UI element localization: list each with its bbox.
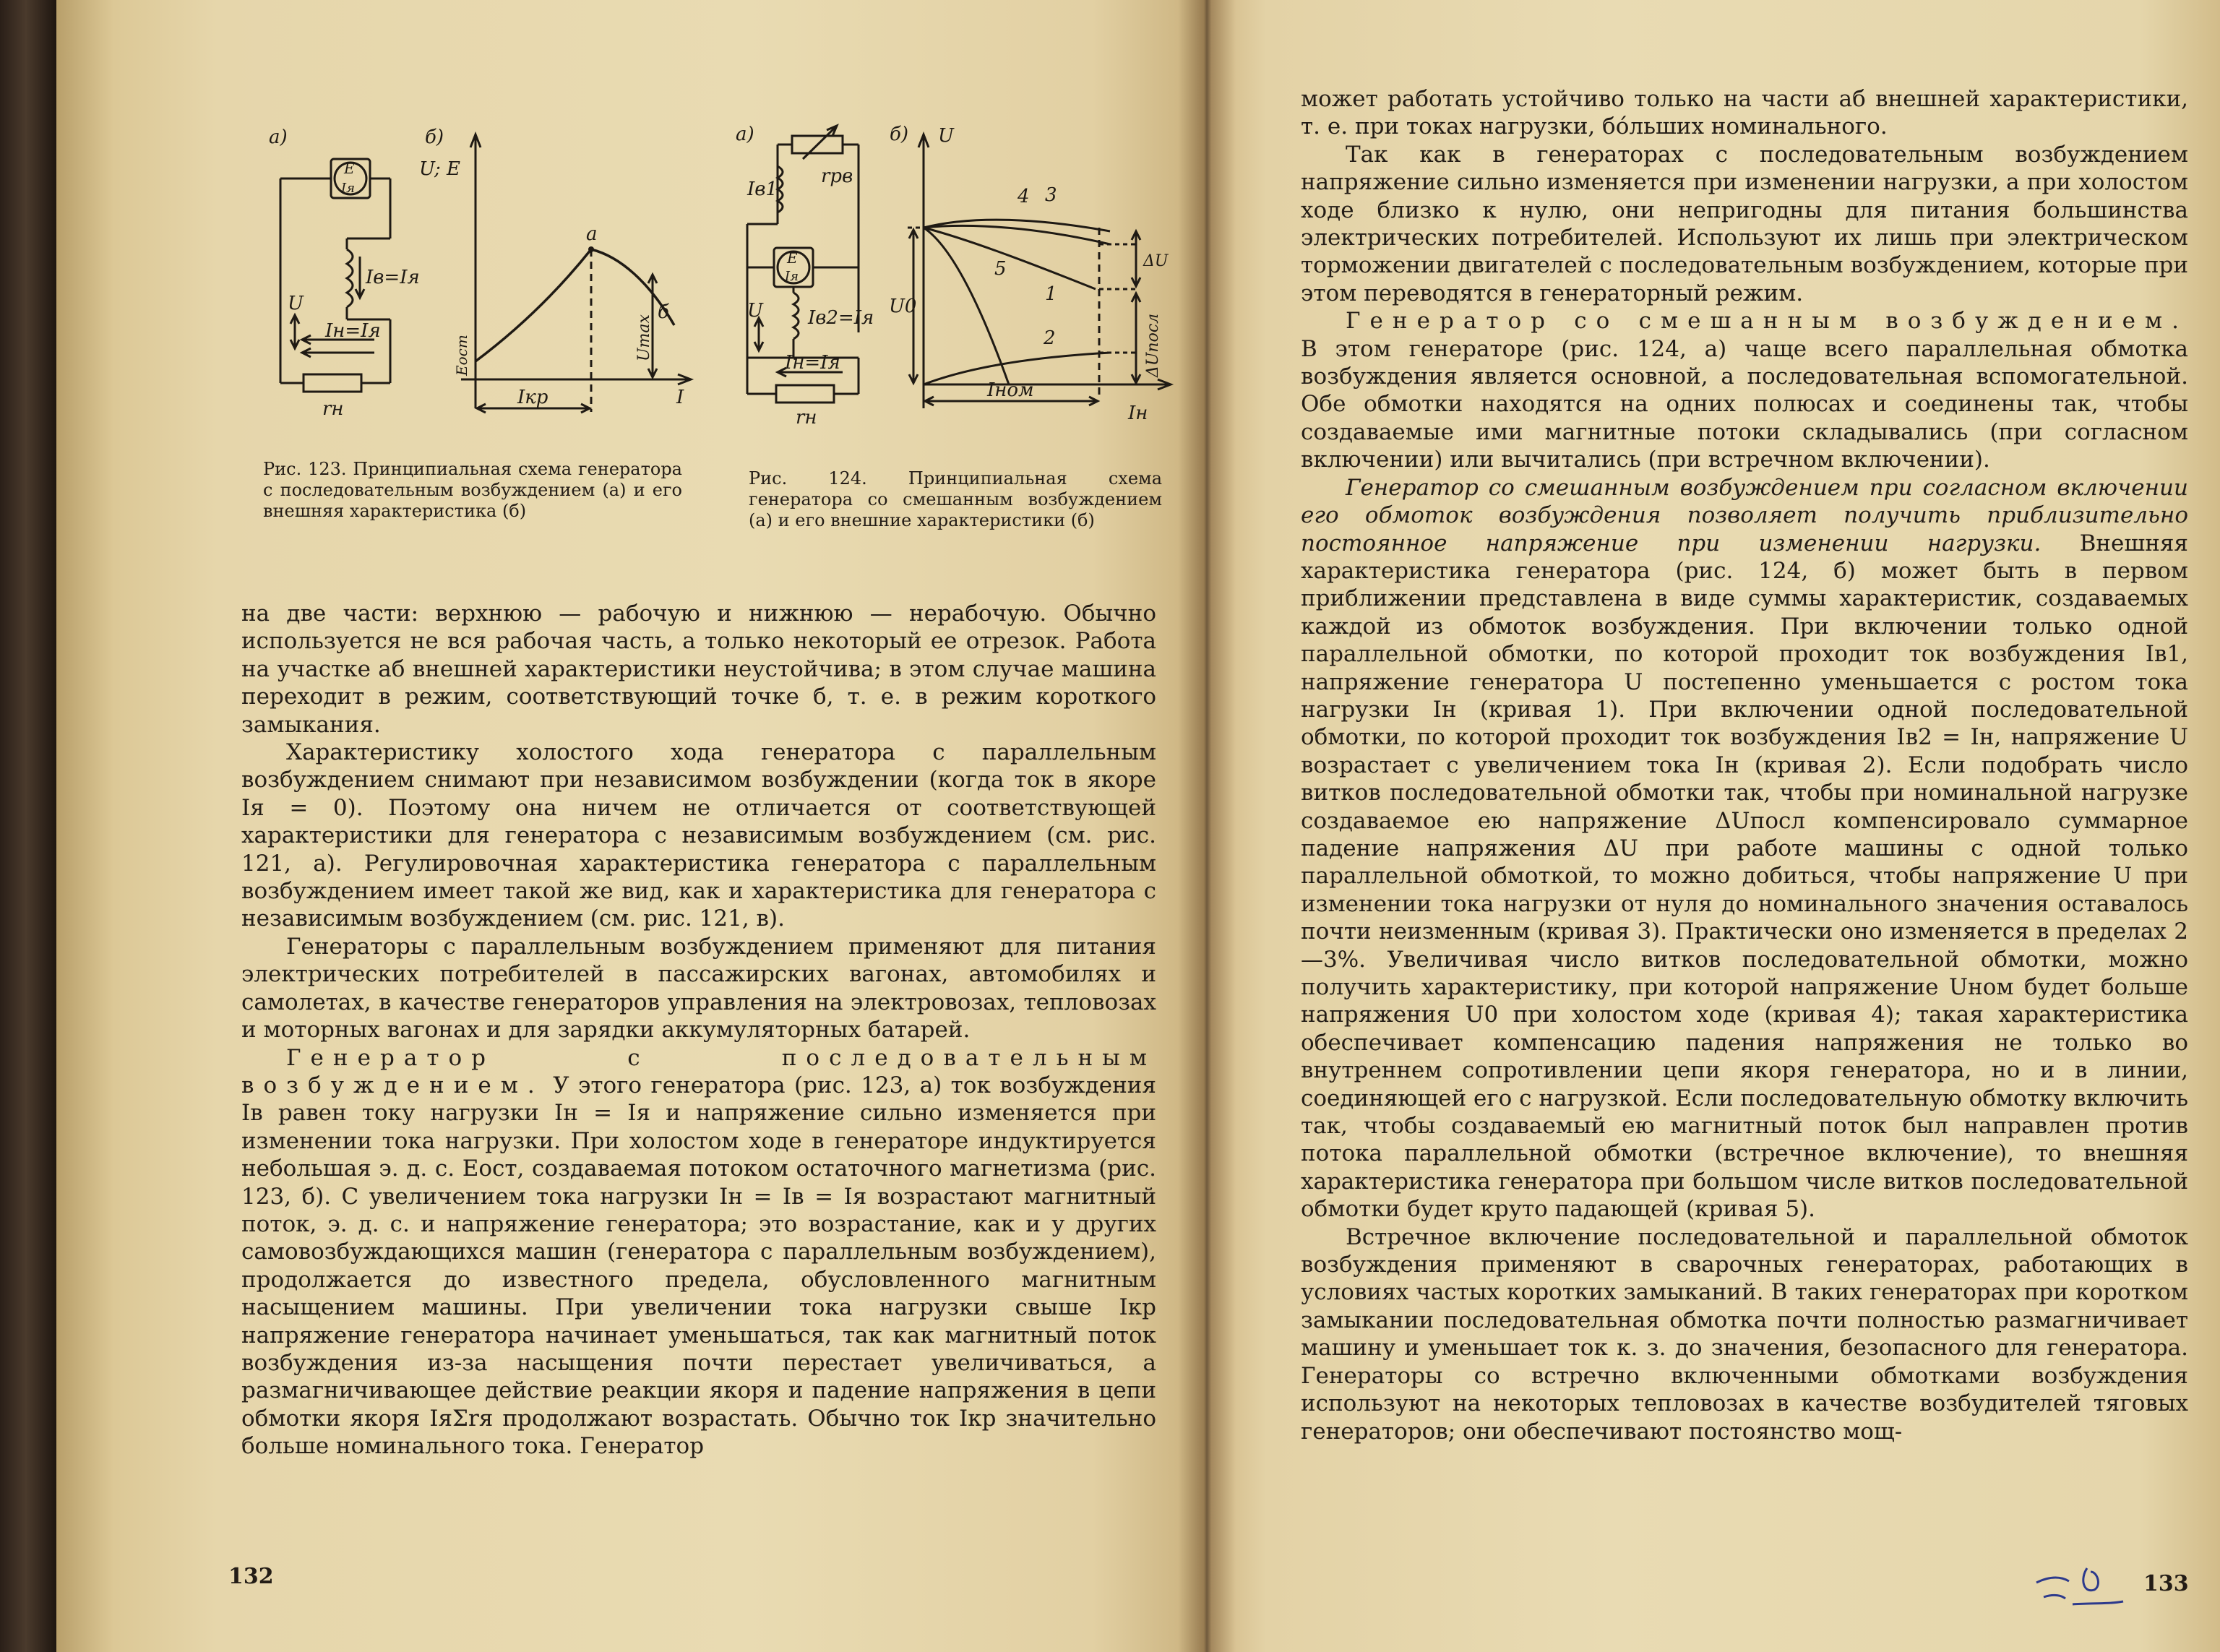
fig124-series-winding — [793, 293, 799, 339]
fig123-axis-x-label: I — [676, 387, 684, 408]
figure-123-caption — [263, 459, 682, 522]
right-paragraph-2: Так как в генераторах с последовательным возбуждением напряжение сильно изменяется при изменении нагрузки, а при холостом ходе близко к нулю, они непригодны для питания большинства электрических потребителей. Используют их лишь при электрическом торможении двигателей с последовательным возбуждением, которые при этом переводятся в генераторный режим. — [1301, 141, 2188, 306]
compound-generator-text: В этом генераторе (рис. 124, а) чаще всего параллельная обмотка возбуждения является основной, а последовательная вспомогательной. Обе обмотки находятся на одних полюсах и соединены так, чтобы создаваемые ими магнитные потоки складывались (при согласном включении) или вычитались (при встречном включении). — [1301, 335, 2188, 473]
fig124-label-e: E — [787, 249, 798, 267]
fig124-label-curve-2: 2 — [1044, 327, 1056, 349]
fig124-label-a: а) — [736, 124, 754, 145]
fig124-label-curve-5: 5 — [994, 258, 1007, 280]
series-generator-text: У этого генератора (рис. 123, а) ток возбуждения Iв равен току нагрузки Iн = Iя и напряжение сильно изменяется при изменении тока нагрузки. При холостом ходе в генераторе индуктируется небольшая э. д. с. Eост, создаваемая потоком остаточного магнетизма (рис. 123, б). С увеличением тока нагрузки Iн = Iв = Iя возрастают магнитный поток, э. д. с. и напряжение генератора; это возрастание, как и у других самовозбуждающихся машин (генератора с параллельным возбуждением), продолжается до известного предела, обусловленного магнитным насыщением машины. При увеличении тока нагрузки свыше Iкр напряжение генератора начинает уменьшаться, так как магнитный поток возбуждения из-за насыщения почти перестает увеличиваться, а размагничивающее действие реакции якоря и падение напряжения в цепи обмотки якоря IяΣrя продолжают возрастать. Обычно ток Iкр значительно больше номинального тока. Генератор — [241, 1072, 1156, 1460]
figure-123 — [266, 123, 700, 430]
fig123-axis-y-label: U; E — [419, 158, 460, 180]
fig124-label-inom: Iном — [987, 379, 1034, 401]
series-generator-heading: Генератор с последовательным возбуждением. — [241, 1044, 1156, 1098]
fig124-label-in: Iн=Iя — [785, 352, 840, 374]
fig124-label-curve-1: 1 — [1045, 283, 1057, 305]
left-paragraph-2: Характеристику холостого хода генератора с параллельным возбуждением снимают при независимом возбуждении (когда ток в якоре Iя = 0). Поэтому она ничем не отличается от соответствующей характеристики для генератора с независимым возбуждением (см. рис. 121, а). Регулировочная характеристика генератора с параллельным возбуждением имеет такой же вид, как и характеристика для генератора с независимым возбуждением (см. рис. 121, в). — [241, 739, 1156, 932]
fig124-label-duposl: ΔUпосл — [1144, 313, 1162, 377]
left-paragraph-1: на две части: верхнюю — рабочую и нижнюю — нерабочую. Обычно используется не вся рабочая часть, а только некоторый ее отрезок. Работа на участке аб внешней характеристики неустойчива; в этом случае машина переходит в режим, соответствующий точке б, т. е. в режим короткого замыкания. — [241, 601, 1156, 738]
compound-generator-heading: Генератор со смешанным возбуждением. — [1346, 308, 2188, 335]
fig124-label-b: б) — [890, 124, 909, 145]
right-paragraph-1: может работать устойчиво только на части аб внешней характеристики, т. е. при токах нагрузки, бóльших номинального. — [1301, 86, 2188, 140]
fig123-label-in: Iн=Iя — [325, 320, 381, 342]
fig123-label-point-a: a — [586, 223, 598, 245]
figure-124 — [734, 123, 1179, 430]
fig123-label-ia: Iя — [341, 181, 356, 196]
fig124-label-u0: U0 — [889, 296, 917, 317]
left-page — [56, 0, 1207, 1652]
page-number-right: 133 — [2143, 1571, 2189, 1596]
book-cover-edge — [0, 0, 58, 1652]
right-paragraph-3 — [1301, 307, 2188, 473]
fig124-label-ia: Iя — [785, 269, 799, 284]
fig123-label-b: б) — [425, 126, 444, 148]
fig124-label-ib1: Iв1 — [747, 178, 778, 200]
fig123-point-a-dot — [588, 246, 594, 252]
figure-124-caption — [749, 468, 1162, 531]
fig124-label-curve-4: 4 — [1018, 186, 1030, 207]
right-page-body — [1301, 85, 2188, 1445]
fig123-label-a: а) — [269, 126, 288, 148]
fig124-label-curve-3: 3 — [1045, 184, 1057, 206]
fig123-label-ikr: Iкр — [517, 387, 548, 408]
left-paragraph-4 — [241, 1044, 1156, 1460]
compound-generator-italic-statement: Генератор со смешанным возбуждением при согласном включении его обмоток возбуждения позволяет получить приблизительно постоянное напряжение при изменении нагрузки. — [1301, 474, 2188, 556]
caption-124-text: Рис. 124. Принципиальная схема генератора со смешанным возбуждением (а) и его внешние характеристики (б) — [749, 468, 1162, 530]
fig124-axis-x-label: Iн — [1128, 403, 1148, 424]
caption-123-text: Рис. 123. Принципиальная схема генератора с последовательным возбуждением (а) и его внешняя характеристика (б) — [263, 459, 682, 521]
fig124-axis-y-label: U — [938, 125, 954, 147]
fig124-label-ib2: Iв2=Iя — [808, 307, 874, 329]
fig124-label-u: U — [747, 300, 763, 322]
handwritten-mark — [2029, 1554, 2138, 1612]
fig123-label-rn: rн — [322, 398, 344, 420]
right-paragraph-5: Встречное включение последовательной и параллельной обмоток возбуждения применяют в сварочных генераторах, работающих в условиях частых коротких замыканий. В таких генераторах при коротком замыкании последовательная обмотка почти полностью размагничивает машину и уменьшает ток к. з. до значения, безопасного для генератора. Генераторы со встречно включенными обмотками возбуждения используют на некоторых тепловозах в качестве возбудителей тяговых генераторов; они обеспечивают постоянство мощ- — [1301, 1223, 2188, 1445]
fig124-label-trv: rрв — [821, 165, 853, 187]
left-paragraph-3: Генераторы с параллельным возбуждением применяют для питания электрических потребителей в пассажирских вагонах, автомобилях и самолетах, в качестве генераторов управления на электровозах, тепловозах и моторных вагонах и для зарядки аккумуляторных батарей. — [241, 933, 1156, 1044]
fig124-load-resistor — [776, 385, 834, 403]
fig124-label-du: ΔU — [1143, 252, 1169, 270]
fig124-label-rn: rн — [796, 407, 817, 429]
fig123-label-e: E — [344, 160, 355, 177]
left-page-body — [241, 600, 1156, 1460]
fig123-label-u: U — [288, 293, 304, 314]
right-page — [1205, 0, 2220, 1652]
fig123-label-umax: Umax — [635, 314, 653, 361]
external-characteristic-text: Внешняя характеристика генератора (рис. 124, б) может быть в первом приближении представлена в виде суммы характеристик, создаваемых каждой из обмоток возбуждения. При включении только одной параллельной обмотки, по которой проходит ток возбуждения Iв1, напряжение генератора U постепенно уменьшается с ростом тока нагрузки Iн (кривая 1). При включении одной последовательной обмотки, по которой проходит ток возбуждения Iв2 = Iн, напряжение U возрастает с увеличением тока Iн (кривая 2). Если подобрать число витков последовательной обмотки так, чтобы при номинальной нагрузке создаваемое ею напряжение ΔUпосл компенсировало суммарное падение напряжения ΔU при работе машины с одной только параллельной обмоткой, то можно добиться, чтобы напряжение U при изменении тока нагрузки от нуля до номинального значения оставалось почти неизменным (кривая 3). Практически оно изменяется в пределах 2—3%. Увеличивая число витков последовательной обмотки, можно получить характеристику, при которой напряжение Uном будет больше напряжения U0 при холостом ходе (кривая 4); такая характеристика обеспечивает компенсацию падения напряжения не только во внутреннем сопротивлении цепи якоря генератора, но и в линии, соединяющей его с нагрузкой. Если последовательную обмотку включить так, чтобы создаваемый ею магнитный поток был направлен против потока параллельной обмотки (встречное включение), то внешняя характеристика генератора при большом числе витков последовательной обмотки будет круто падающей (кривая 5). — [1301, 530, 2188, 1223]
fig123-label-ieq: Iв=Iя — [366, 267, 420, 288]
fig123-label-point-b: б — [658, 301, 669, 323]
right-paragraph-4 — [1301, 474, 2188, 1223]
fig123-series-winding — [347, 249, 353, 307]
page-number-left: 132 — [228, 1564, 274, 1589]
book-gutter — [1178, 0, 1236, 1652]
fig123-label-eost: Eост — [453, 335, 470, 376]
fig123-load-resistor — [304, 374, 361, 392]
